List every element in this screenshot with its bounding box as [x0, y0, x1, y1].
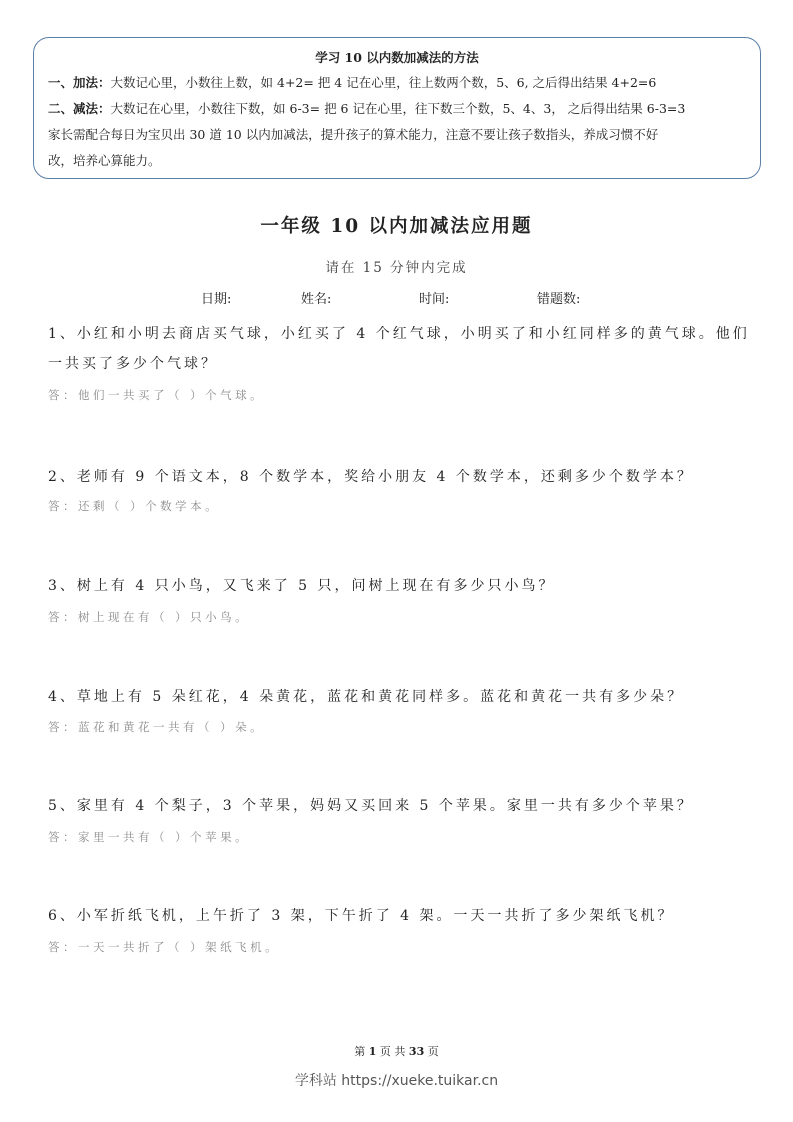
- answer-4: 答：蓝花和黄花一共有（ ）朵。: [48, 720, 266, 734]
- name-label: 姓名:: [301, 292, 332, 307]
- page-indicator: [0, 1043, 793, 1059]
- worksheet-subtitle: 请在 15 分钟内完成: [325, 260, 468, 276]
- tip-subtraction-text: 大数记在心里，小数往下数，如 6-3= 把 6 记在心里，往下数三个数，5、4、3， 之后得出结果 6-3=3: [110, 101, 686, 116]
- question-2: 2、老师有 9 个语文本，8 个数学本，奖给小朋友 4 个数学本，还剩多少个数学本？: [48, 469, 694, 485]
- question-1: 1、小红和小明去商店买气球，小红买了 4 个红气球，小明买了和小红同样多的黄气球。他们一共买了多少个气球？: [48, 326, 750, 372]
- answer-6: 答：一天一共折了（ ）架纸飞机。: [48, 940, 281, 954]
- page-prefix: 第: [354, 1045, 366, 1058]
- tip-title: 学习 10 以内数加减法的方法: [315, 50, 479, 65]
- question-5: 5、家里有 4 个梨子，3 个苹果，妈妈又买回来 5 个苹果。家里一共有多少个苹果？: [48, 798, 694, 814]
- tip-addition-label: 一、加法：: [48, 75, 111, 90]
- tip-addition-text: 大数记心里，小数往上数，如 4+2= 把 4 记在心里，往上数两个数，5、6, 之后得出结果 4+2=6: [110, 75, 657, 90]
- date-label: 日期:: [201, 292, 232, 307]
- errors-label: 错题数:: [537, 292, 581, 307]
- page-suffix: 页: [427, 1045, 439, 1058]
- site-watermark: 学科站 https://xueke.tuikar.cn: [294, 1073, 499, 1089]
- answer-3: 答：树上现在有（ ）只小鸟。: [48, 610, 251, 624]
- page-mid: 页 共: [379, 1045, 406, 1058]
- tip-note-line-1: 家长需配合每日为宝贝出 30 道 10 以内加减法，提升孩子的算术能力，注意不要让孩子数指头，养成习惯不好: [48, 127, 659, 142]
- worksheet-title: 一年级 10 以内加减法应用题: [260, 216, 533, 237]
- question-6: 6、小军折纸飞机，上午折了 3 架，下午折了 4 架。一天一共折了多少架纸飞机？: [48, 908, 675, 924]
- tip-subtraction-label: 二、减法：: [48, 101, 111, 116]
- page-number: 1: [368, 1045, 377, 1058]
- page-total: 33: [408, 1045, 425, 1058]
- answer-1: 答：他们一共买了（ ）个气球。: [48, 388, 266, 402]
- tip-subtraction-line: [48, 96, 746, 122]
- time-label: 时间:: [419, 292, 450, 307]
- answer-2: 答：还剩（ ）个数学本。: [48, 499, 221, 513]
- answer-5: 答：家里一共有（ ）个苹果。: [48, 830, 251, 844]
- question-4: 4、草地上有 5 朵红花，4 朵黄花，蓝花和黄花同样多。蓝花和黄花一共有多少朵？: [48, 689, 685, 705]
- method-tip-box: [33, 37, 761, 179]
- tip-note-line-2: 改，培养心算能力。: [48, 153, 161, 168]
- question-3: 3、树上有 4 只小鸟，又飞来了 5 只，问树上现在有多少只小鸟？: [48, 578, 556, 594]
- tip-addition-line: [48, 70, 746, 96]
